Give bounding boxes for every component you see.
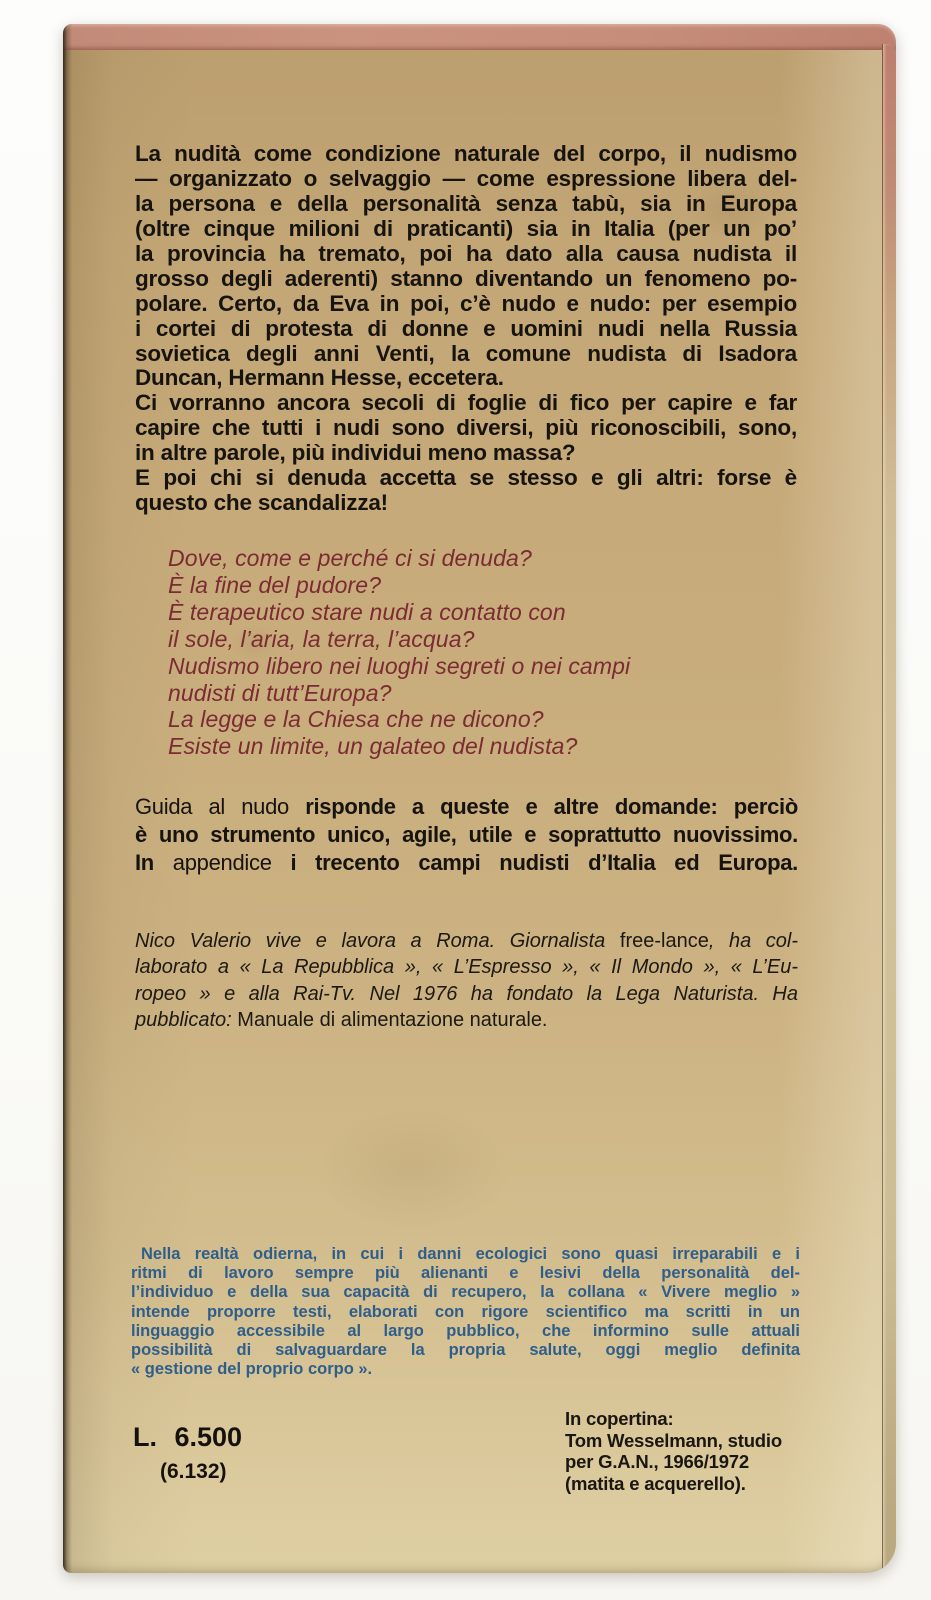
author-bio [135,928,798,1033]
text-segment: La nudità come condizione naturale del corpo, il nudismo [135,141,797,166]
price-value: L. 6.500 [133,1422,243,1452]
text-line [131,1360,800,1379]
text-segment: il sole, l’aria, la terra, l’acqua? [168,625,475,652]
text-line [168,572,788,599]
text-line [565,1451,815,1473]
text-segment: è uno strumento unico, agile, utile e soprattutto nuovissimo. [135,822,798,848]
text-line [135,466,797,491]
text-segment: — organizzato o selvaggio — come espressione libera del- [135,165,797,191]
questions-list [168,545,788,760]
text-line [135,267,797,292]
text-segment: Nella realtà odierna, in cui i danni ecologici sono quasi irreparabili e i [141,1245,800,1263]
text-segment: in altre parole, più individui meno massa? [135,440,576,466]
text-segment: In [135,850,173,876]
text-line [135,1007,798,1033]
text-line [565,1408,815,1430]
text-line [131,1303,800,1322]
text-segment: intende proporre testi, elaborati con rigore scientifico ma scritti in un [131,1302,800,1321]
text-segment: Manuale di alimentazione naturale. [237,1008,548,1031]
intro-paragraph [135,142,797,516]
text-segment: Tom Wesselmann, studio [565,1429,782,1451]
text-segment: Nudismo libero nei luoghi segreti o nei campi [168,652,631,679]
text-segment: E poi chi si denuda accetta se stesso e gli altri: forse è [135,465,797,491]
text-line [135,954,798,980]
text-segment: laborato a « La Repubblica », « L’Espresso », « Il Mondo », « L’Eu- [135,956,798,979]
text-segment: (matita e acquerello). [565,1472,746,1494]
text-line [168,706,788,733]
price-code: (6.132) [160,1460,227,1483]
text-segment: , ha col- [708,930,798,952]
text-segment: i cortei di protesta di donne e uomini nudi nella Russia [135,315,797,341]
text-line [131,1264,800,1283]
text-line [131,1245,800,1264]
text-line [168,653,788,680]
text-segment: l’individuo e della sua capacità di recupero, la collana « Vivere meglio » [131,1283,800,1302]
text-line [135,441,797,466]
text-segment: È la fine del pudore? [168,571,382,598]
text-segment: Esiste un limite, un galateo del nudista? [168,733,578,760]
text-line [135,491,797,516]
text-line [168,545,788,572]
text-line [168,626,788,653]
text-segment: polare. Certo, da Eva in poi, c’è nudo e nudo: per esempio [135,290,797,316]
price-block [133,1422,242,1484]
text-line [135,342,797,367]
text-segment: grosso degli aderenti) stanno diventando un fenomeno po- [135,265,797,291]
text-segment: Duncan, Hermann Hesse, eccetera. [135,365,504,391]
text-segment: ropeo » e alla Rai-Tv. Nel 1976 ha fondato la Lega Naturista. Ha [135,982,798,1005]
text-line [135,981,798,1007]
text-line [135,167,797,192]
text-segment: nudisti di tutt’Europa? [168,679,392,706]
text-segment: questo che scandalizza! [135,490,388,516]
text-line [135,928,798,954]
series-note [131,1245,800,1379]
text-segment: Guida al nudo [135,794,306,819]
text-segment: « gestione del proprio corpo ». [131,1360,373,1379]
text-line [135,317,797,342]
text-segment: per G.A.N., 1966/1972 [565,1451,749,1473]
text-segment: È terapeutico stare nudi a contatto con [168,598,566,625]
text-line [135,391,797,416]
text-segment: pubblicato: [135,1008,238,1031]
text-segment: La legge e la Chiesa che ne dicono? [168,706,544,733]
summary-paragraph [135,793,798,878]
text-line [565,1473,815,1495]
text-line [135,242,797,267]
text-segment: ritmi di lavoro sempre più alienanti e lesivi della personalità del- [131,1264,800,1283]
text-line [135,821,798,849]
text-segment: Ci vorranno ancora secoli di foglie di fico per capire e far [135,390,797,416]
text-line [168,599,788,626]
text-line [135,366,797,391]
text-segment: sovietica degli anni Venti, la comune nudista di Isadora [135,340,797,366]
text-segment: Nico Valerio vive e lavora a Roma. Giornalista [135,930,620,952]
book-back-cover [63,24,896,1573]
text-segment: i trecento campi nudisti d’Italia ed Europa. [290,850,798,876]
text-segment: (oltre cinque milioni di praticanti) sia in Italia (per un po’ [135,215,797,241]
cover-credit [565,1408,815,1494]
text-segment: Dove, come e perché ci si denuda? [168,545,532,571]
text-line [135,142,797,167]
text-segment: la provincia ha tremato, poi ha dato alla causa nudista il [135,240,797,266]
text-line [135,192,797,217]
text-segment: capire che tutti i nudi sono diversi, più riconoscibili, sono, [135,415,797,441]
text-segment: possibilità di salvaguardare la propria salute, oggi meglio definita [131,1341,800,1360]
book-left-edge-shadow [63,24,72,1573]
text-line [135,793,798,821]
text-line [131,1341,800,1360]
text-segment: linguaggio accessibile al largo pubblico, che informino sulle attuali [131,1321,800,1340]
text-segment: appendice [172,850,291,876]
text-segment: free-lance [619,930,709,952]
text-segment: la persona e della personalità senza tabù, sia in Europa [135,190,797,216]
text-line [168,680,788,707]
book-pages-fore-edge [882,44,896,1573]
text-line [135,416,797,441]
text-segment: In copertina: [565,1408,674,1429]
text-line [135,849,798,877]
text-line [135,292,797,317]
text-segment: risponde a queste e altre domande: perciò [305,794,798,819]
text-line [131,1322,800,1341]
text-line [135,217,797,242]
text-line [168,733,788,760]
book-top-edge [63,24,896,50]
text-line [565,1430,815,1452]
text-line [131,1283,800,1302]
